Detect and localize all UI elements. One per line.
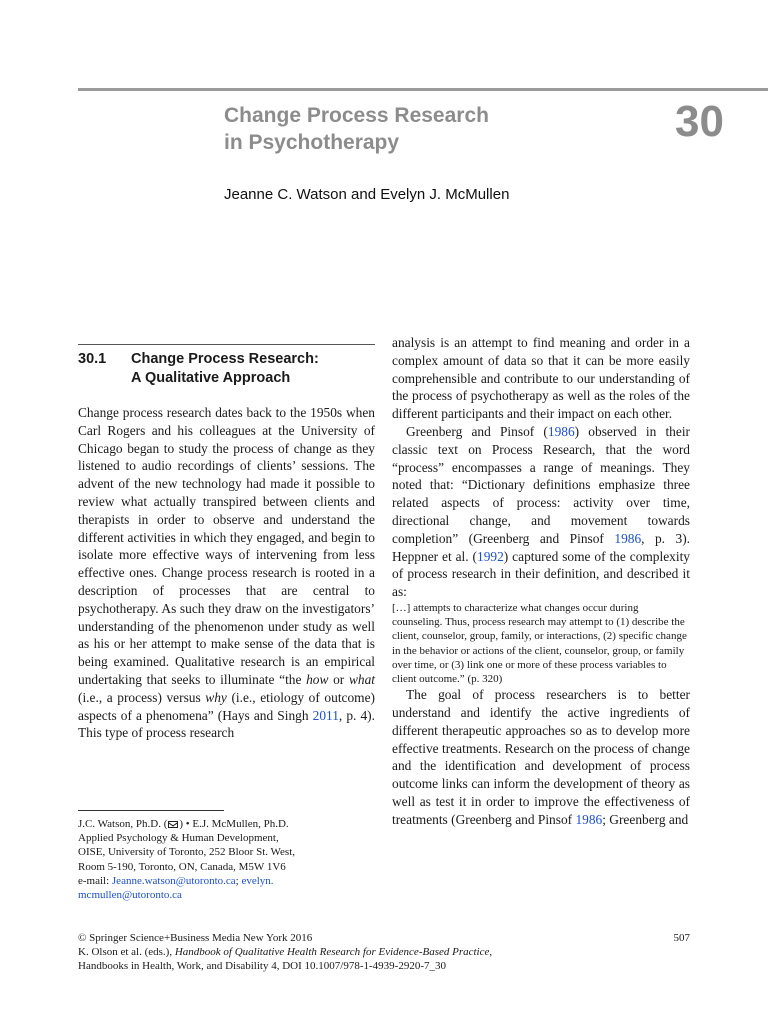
- citation-link-1986[interactable]: 1986: [575, 811, 603, 827]
- emphasis-why: why: [205, 689, 227, 705]
- author-footnote: [78, 817, 378, 902]
- footnote-line-4: Room 5-190, Toronto, ON, Canada, M5W 1V6: [78, 860, 286, 873]
- footnote-rule: [78, 810, 224, 811]
- citation-line-1: [78, 945, 690, 959]
- footnote-line-3: OISE, University of Toronto, 252 Bloor St. West,: [78, 846, 296, 859]
- text-run: K. Olson et al. (eds.),: [78, 946, 175, 959]
- envelope-icon[interactable]: [168, 821, 178, 828]
- section-rule: [78, 344, 375, 345]
- citation-link-1986[interactable]: 1986: [547, 423, 575, 439]
- text-run: , p. 3). Heppner et al. (: [392, 530, 690, 564]
- section-number: 30.1: [78, 351, 107, 367]
- copyright-line: © Springer Science+Business Media New York 2016: [78, 932, 313, 944]
- footnote-line-2: Applied Psychology & Human Development,: [78, 832, 279, 845]
- right-paragraph-1: analysis is an attempt to find meaning and order in a complex amount of data so that it can be more easily comprehensible and contribute to our understanding of the process of psychotherapy as well as the roles of the different participants and their impact on each other.: [392, 335, 690, 422]
- text-run: ; Greenberg and: [602, 811, 689, 827]
- text-run: ) captured some of the complexity of process research in their definition, and described it as:: [392, 548, 690, 600]
- header-rule: [78, 88, 768, 91]
- text-run: Change process research dates back to the 1950s when Carl Rogers and his colleagues at the University of Chicago began to study the process of change as they listened to audio recordings of clients’ sessions. The advent of the new technology had made it possible to review what actually transpired between clients and therapists in order to observe and understand the different activities in which they engaged, and begin to isolate more effective ways of intervening from less effective ones. Change process research is rooted in a description of processes that are central to psychotherapy. As such they draw on the investigators’ understanding of the phenomenon under study as well as his or her attempt to make sense of the data that is being examined. Qualitative research is an empirical undertaking that seeks to illuminate “the: [78, 405, 375, 687]
- right-column: [392, 334, 690, 829]
- page-footer: [78, 931, 690, 974]
- text-run: (i.e., a process) versus: [78, 689, 206, 705]
- text-run: The goal of process researchers is to better understand and identify the active ingredients of different therapeutic approaches so as to develop more effective treatments. Research on the process of change and the identification and development of process outcome links can inform the development of theory as well as test it in order to improve the effectiveness of treatments (Greenberg and Pinsof: [392, 687, 690, 827]
- text-run: , p. 4). This type of process research: [78, 707, 375, 741]
- left-paragraph-1: [78, 404, 375, 742]
- section-title-line1: Change Process Research:: [131, 351, 319, 367]
- text-run: or: [328, 671, 349, 687]
- text-run: ;: [235, 874, 242, 887]
- book-title: Handbook of Qualitative Health Research for Evidence-Based Practice: [174, 946, 490, 959]
- page-number: 507: [673, 932, 690, 944]
- email-link-watson[interactable]: Jeanne.watson@utoronto.ca: [111, 874, 236, 887]
- section-title: [131, 350, 371, 388]
- emphasis-how: how: [306, 671, 329, 687]
- email-link-mcmullen-part2[interactable]: mcmullen@utoronto.ca: [78, 889, 182, 902]
- chapter-authors: Jeanne C. Watson and Evelyn J. McMullen: [224, 186, 510, 203]
- text-run: Greenberg and Pinsof (: [406, 423, 548, 439]
- footnote-email-line-2: [78, 888, 378, 902]
- section-title-line2: A Qualitative Approach: [131, 370, 291, 386]
- email-link-mcmullen-part1[interactable]: evelyn.: [241, 874, 274, 887]
- citation-line-2: Handbooks in Health, Work, and Disability 4, DOI 10.1007/978-1-4939-2920-7_30: [78, 960, 446, 973]
- block-quote: […] attempts to characterize what changes occur during counseling. Thus, process research may attempt to (1) describe the client, counselor, group, family, or interactions, (2) specific change in the behavior or actions of the client, counselor, group, or family over time, or (3) link one or more of these process variables to client outcome.” (p. 320): [392, 601, 687, 685]
- text-run: ) • E.J. McMullen, Ph.D.: [179, 818, 289, 830]
- left-column: [78, 404, 375, 742]
- email-label: e-mail:: [78, 874, 112, 887]
- footnote-line-1: [78, 817, 378, 831]
- citation-link-2011[interactable]: 2011: [312, 707, 339, 723]
- right-paragraph-3: [392, 686, 690, 828]
- right-paragraph-2: [392, 423, 690, 601]
- chapter-title-line1: Change Process Research: [224, 104, 489, 127]
- citation-link-1992[interactable]: 1992: [477, 548, 504, 564]
- emphasis-what: what: [348, 671, 375, 687]
- chapter-title: [224, 102, 604, 156]
- chapter-number: 30: [675, 97, 724, 146]
- footnote-email-line: [78, 874, 378, 888]
- text-run: (i.e., etiology of outcome) aspects of a phenomena” (Hays and Singh: [78, 689, 375, 723]
- text-run: ,: [489, 946, 493, 959]
- text-run: ) observed in their classic text on Process Research, that the word “process” encompasses a range of meanings. They noted that: “Dictionary definitions emphasize three related aspects of process: activity over time, directional change, and movement towards completion” (Greenberg and Pinsof: [392, 423, 690, 546]
- chapter-title-line2: in Psychotherapy: [224, 131, 400, 154]
- text-run: J.C. Watson, Ph.D. (: [78, 818, 168, 830]
- citation-link-1986[interactable]: 1986: [614, 530, 642, 546]
